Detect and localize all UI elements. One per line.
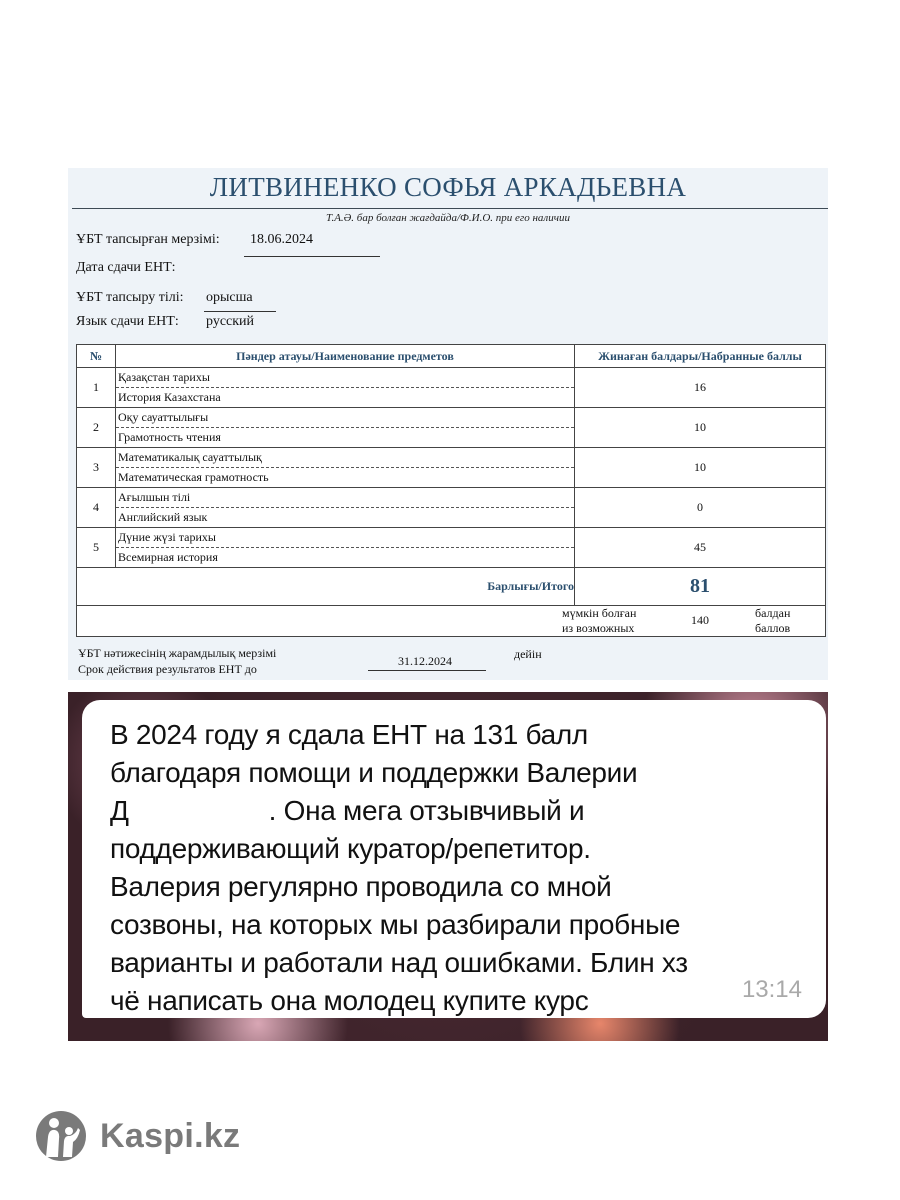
- subject-cell: [116, 408, 575, 448]
- row-number: 2: [77, 408, 116, 448]
- subject-score: 10: [575, 448, 826, 488]
- total-label: Барлығы/Итого: [77, 568, 575, 606]
- row-number: 4: [77, 488, 116, 528]
- max-possible-unit-kz: балдан: [755, 606, 791, 620]
- subject-cell: [116, 368, 575, 408]
- subject-name-kz: Оқу сауаттылығы: [116, 408, 574, 428]
- exam-date-underline: [244, 256, 380, 257]
- scores-table: [76, 344, 826, 637]
- subject-name-ru: Английский язык: [118, 510, 208, 524]
- exam-language-value-ru: русский: [206, 314, 255, 329]
- table-row: [77, 448, 826, 488]
- subject-name-kz: Математикалық сауаттылық: [116, 448, 574, 468]
- table-row: [77, 368, 826, 408]
- message-line-redacted: [110, 792, 810, 830]
- subject-cell: [116, 528, 575, 568]
- exam-language-label-kz: ҰБТ тапсыру тілі:: [76, 290, 184, 305]
- scores-table-header: [77, 345, 826, 368]
- subject-name-ru: Всемирная история: [118, 550, 218, 564]
- validity-suffix-kz: дейін: [514, 647, 542, 661]
- max-possible-cell: [77, 606, 826, 637]
- validity-date: 31.12.2024: [398, 654, 452, 668]
- subject-name-kz: Дүние жүзі тарихы: [116, 528, 574, 548]
- message-line: чё написать она молодец купите курс: [110, 985, 589, 1016]
- message-line: Д: [110, 795, 129, 826]
- table-row: [77, 408, 826, 448]
- max-possible-label-ru: из возможных: [562, 621, 635, 635]
- header-number: №: [77, 345, 116, 368]
- subject-score: 0: [575, 488, 826, 528]
- message-line: благодаря помощи и поддержки Валерии: [110, 757, 638, 788]
- max-possible-unit-ru: баллов: [755, 621, 791, 635]
- header-subject: Пәндер атауы/Наименование предметов: [116, 345, 575, 368]
- kaspi-brand[interactable]: [36, 1110, 240, 1162]
- subject-cell: [116, 448, 575, 488]
- message-line: созвоны, на которых мы разбирали пробные: [110, 909, 681, 940]
- total-score: 81: [575, 568, 826, 606]
- validity-label-kz: ҰБТ нәтижесінің жарамдылық мерзімі: [78, 646, 277, 660]
- total-row: [77, 568, 826, 606]
- name-caption: Т.А.Ә. бар болған жағдайда/Ф.И.О. при его наличии: [326, 212, 570, 224]
- max-possible-value: 140: [691, 613, 709, 627]
- student-full-name: ЛИТВИНЕНКО СОФЬЯ АРКАДЬЕВНА: [209, 172, 687, 202]
- message-text: [110, 716, 810, 1020]
- max-possible-row: [77, 606, 826, 637]
- message-line: поддерживающий куратор/репетитор.: [110, 833, 591, 864]
- subject-name-kz: Қазақстан тарихы: [116, 368, 574, 388]
- table-row: [77, 528, 826, 568]
- exam-date-value: 18.06.2024: [250, 232, 313, 247]
- subject-name-kz: Ағылшын тілі: [116, 488, 574, 508]
- table-row: [77, 488, 826, 528]
- chat-screenshot: [68, 692, 828, 1041]
- subject-name-ru: Математическая грамотность: [118, 470, 269, 484]
- subject-score: 16: [575, 368, 826, 408]
- row-number: 5: [77, 528, 116, 568]
- row-number: 1: [77, 368, 116, 408]
- subject-name-ru: История Казахстана: [118, 390, 221, 404]
- validity-underline: [368, 670, 486, 671]
- message-line: . Она мега отзывчивый и: [268, 795, 585, 826]
- message-line: варианты и работали над ошибками. Блин хз: [110, 947, 688, 978]
- exam-date-label-ru: Дата сдачи ЕНТ:: [76, 260, 176, 275]
- kaspi-logo-icon: [36, 1111, 86, 1161]
- row-number: 3: [77, 448, 116, 488]
- subject-name-ru: Грамотность чтения: [118, 430, 221, 444]
- max-possible-label-kz: мүмкін болған: [562, 606, 637, 620]
- subject-score: 45: [575, 528, 826, 568]
- subject-cell: [116, 488, 575, 528]
- ent-certificate: [68, 168, 828, 680]
- message-line: В 2024 году я сдала ЕНТ на 131 балл: [110, 719, 588, 750]
- brand-name: Kaspi.kz: [100, 1116, 241, 1155]
- validity-label-ru: Срок действия результатов ЕНТ до: [78, 662, 257, 676]
- header-score: Жинаған балдары/Набранные баллы: [575, 345, 826, 368]
- subject-score: 10: [575, 408, 826, 448]
- name-divider: [72, 208, 828, 209]
- message-line: Валерия регулярно проводила со мной: [110, 871, 612, 902]
- message-bubble: [82, 700, 826, 1018]
- message-time: 13:14: [741, 976, 802, 1003]
- exam-language-label-ru: Язык сдачи ЕНТ:: [76, 314, 179, 329]
- exam-date-label-kz: ҰБТ тапсырған мерзімі:: [76, 232, 220, 247]
- exam-language-value-kz: орысша: [206, 290, 253, 305]
- exam-language-underline: [204, 311, 276, 312]
